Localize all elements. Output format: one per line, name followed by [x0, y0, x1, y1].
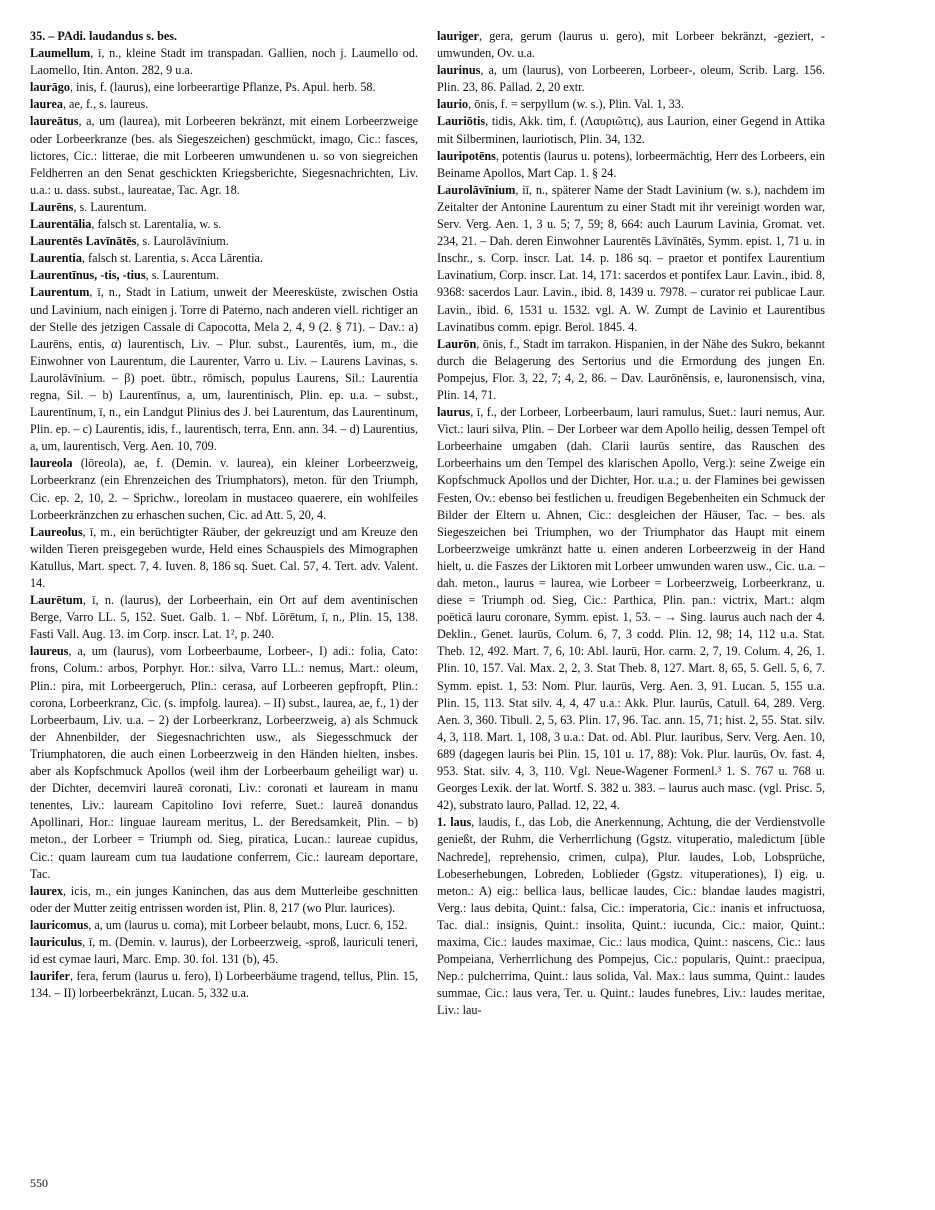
entry-text: , falsch st. Larentia, s. Acca Lārentia.	[81, 251, 263, 266]
entry-headword: laureola	[30, 456, 73, 471]
entry-headword: Laurēns	[30, 199, 74, 214]
entry-headword: Laurolāvīnium	[437, 182, 516, 197]
entry-headword: laurea	[30, 97, 63, 112]
dictionary-entry	[437, 336, 825, 404]
entry-text: , ōnis, f. = serpyllum (w. s.), Plin. Val. 1, 33.	[468, 97, 684, 112]
entry-text: , ae, f., s. laureus.	[62, 97, 149, 112]
dictionary-entry	[30, 250, 418, 267]
entry-headword: Laurētum	[30, 593, 83, 608]
entry-headword: laurus	[437, 405, 471, 420]
entry-text: , ī, n., Stadt in Latium, unweit der Meeresküste, zwischen Ostia und Lavinium, nach einigen j. Torre di Paterno, nach anderen viell. richtiger an der Stelle des jetzigen Cassale di Capocotta, Mela 2, 4, 9 (2. § 71). – Dav.: a) Laurēns, entis, α) laurentisch, Liv. – Plur. subst., Laurentēs, ium, m., die Einwohner von Laurentum, die Laurenter, Varro u. Liv. – Laurens Lavinas, s. Laurolāvīnium. – β) poet. übtr., römisch, populus Laurens, Sil.: Laurentia regna, Sil. – b) Laurentīnus, a, um, laurentinisch, Plin. ep. u.a. – subst., Laurentīnum, ī, n., ein Landgut Plinius des J. bei Laurentum, das Laurentinum, Plin. ep. – c) Laurentis, idis, f., laurentisch, terra, Enn. ann. 34. – d) Laurentius, a, um, laurentisch, Verg. Aen. 10, 709.	[30, 285, 418, 454]
entry-text: (lōreola), ae, f. (Demin. v. laurea), ein kleiner Lorbeerzweig, Lorbeerkranz (ein Ehrenzeichen des Triumphators), meton. für den Triumph, Cic. ep. 2, 10, 2. – Sprichw., loreolam in mustaceo quaerere, ein wohlfeiles Lorbeerkränzchen zu erhaschen suchen, Cic. ad Att. 5, 20, 4.	[30, 456, 418, 522]
entry-headword: 1. laus	[437, 815, 472, 830]
entry-text: , a, um (laurus), vom Lorbeerbaume, Lorbeer-, I) adi.: folia, Cato: frons, Colum.: arbos, Porphyr. Hor.: silva, Varro LL.: nemus, Mart.: oleum, Plin.: pira, mit Lorbeergeruch, Plin.: cerasa, auf Lorbeeren gepfropft, Plin.: corona, Lorbeerkranz, Cic. (s. impfolg. laurea). – II) subst., laurea, ae, f., 1) der Lorbeerbaum, Liv. u.a. – 2) der Lorbeerkranz, Lorbeerzweig, a) als Schmuck der Ahnenbilder, der Siegesnachrichten usw., als Siegesschmuck der Triumphatoren, die auch einen Lorbeerzweig in den Händen hielten, insbes. aber als Kopfschmuck Apollos (weil ihm der Lorbeerbaum geheiligt war) u. der Dichter, decemviri laureā coronati, Liv.: coronati et lauream in manu tenentes, Liv.: lauream Capitolino Iovi referre, Suet.: laureā donandus Apollinari, Hor.: linguae lauream meritus, L. der Beredsamkeit, Plin. – b) meton., der Lorbeer = Triumph od. Sieg, piratica, Lucan.: laureae cupidus, Cic.: quam lauream cum tua laudatione conferrem, Cic.: lauream deportare, Tac.	[30, 644, 418, 881]
dictionary-entry	[30, 199, 418, 216]
entry-headword: Laurentēs Lavīnātēs	[30, 234, 137, 249]
entry-headword: 35. – PAdi. laudandus s. bes.	[30, 29, 178, 43]
dictionary-entry	[30, 455, 418, 523]
dictionary-entry	[30, 233, 418, 250]
entry-headword: laureus	[30, 644, 69, 659]
entry-headword: lauriculus	[30, 934, 83, 949]
entry-headword: Laurentālia	[30, 217, 92, 232]
entry-text: , a, um (laurus u. coma), mit Lorbeer belaubt, mons, Lucr. 6, 152.	[88, 917, 408, 932]
dictionary-entry	[437, 96, 825, 113]
dictionary-entry	[30, 934, 418, 968]
entry-text: , ī, m., ein berüchtigter Räuber, der gekreuzigt und am Kreuze den wilden Tieren preisgegeben wurde, Held eines Schauspiels des Mimographen Katullus, Mart. spect. 7, 4. Iuven. 8, 186 sq. Suet. Cal. 57, 4. Tert. adv. Valent. 14.	[30, 524, 418, 590]
dictionary-entry	[437, 182, 825, 336]
entry-text: , s. Laurolāvīnium.	[136, 234, 229, 249]
entry-text: , potentis (laurus u. potens), lorbeermächtig, Herr des Lorbeers, ein Beiname Apollos, Mart Cap. 1. § 24.	[437, 148, 825, 180]
entry-text: , laudis, f., das Lob, die Anerkennung, Achtung, die der Verdienstvolle genießt, der Ruhm, die Verherrlichung (Ggstz. vituperatio, maledictum [üble Nachrede], reprehensio, crimen, culpa), Plur. laudes, Lob, Lobsprüche, Lobeserhebungen, Lobreden, Loblieder (Ggstz. vituperationes), I) eig. u. meton.: A) eig.: bellica laus, bellicae laudes, Cic.: blandae laudes magistri, Verg.: laus debita, Quint.: falsa, Cic.: imperatoria, Cic.: inanis et infructuosa, Tac. dial.: insignis, Quint.: insolita, Quint.: iucunda, Cic.: maior, Quint.: maxima, Cic.: laudes maximae, Cic.: laus modica, Quint.: nascens, Cic.: laus Pompeiana, Verherrlichung des Pompejus, Cic.: popularis, Quint.: praecipua, Nep.: pulcherrima, Quint.: laus solida, Val. Max.: laus summa, Quint.: laudes summae, Cic.: laus vera, Ter. u. Quint.: laudes funebres, Liv.: laudes meritae, Liv.: lau-	[437, 815, 825, 1018]
right-column	[437, 28, 825, 1019]
entry-text: , gera, gerum (laurus u. gero), mit Lorbeer bekränzt, -geziert, -umwunden, Ov. u.a.	[437, 29, 825, 61]
entry-text: , ōnis, f., Stadt im tarrakon. Hispanien, in der Nähe des Sukro, bekannt durch die Belagerung des Sertorius und die Ermordung des jungen En. Pompejus, Flor. 3, 22, 7; 4, 2, 86. – Dav. Laurōnēnsis, e, lauronensisch, vina, Plin. 14, 71.	[437, 336, 825, 402]
dictionary-entry	[30, 45, 418, 79]
entry-headword: Laurentum	[30, 285, 90, 300]
entry-text: , iī, n., späterer Name der Stadt Lavinium (w. s.), nachdem im Zeitalter der Antonine Laurentum zu einer Stadt mit ihr vereinigt worden war, Serv. Verg. Aen. 1, 3 u. 5; 7, 59; 8, 664: auch Laurum Lavinia, Gromat. vet. 234, 21. – Dah. deren Einwohner Laurentēs Lāvīnātēs, Symm. epist. 1, 71 u. in Inschr., s. Corp. inscr. Lat. 14. p. 186 sq. – praetor et pontifex Laurentium Lavinatium, Corp. inscr. Lat. 14, 171: sacerdos et pontifex Laur. Lavin., ibid. 8, 9368: sacerdos Laur. Lavin., ibid. 8, 1439 u. 7978. – curator rei publicae Laur. Lavin., ibid. 6, 1531 u. 1532. vgl. A. W. Zumpt de Lavinio et Laurentibus Lavinatibus comm. epigr. Berol. 1845. 4.	[437, 182, 825, 334]
entry-headword: Laumellum	[30, 46, 91, 61]
dictionary-entry	[30, 968, 418, 1002]
dictionary-entry	[30, 917, 418, 934]
dictionary-entry	[30, 216, 418, 233]
dictionary-entry	[30, 96, 418, 113]
dictionary-entry	[30, 592, 418, 643]
entry-headword: Laurōn	[437, 336, 477, 351]
entry-text: , fera, ferum (laurus u. fero), I) Lorbeerbäume tragend, tellus, Plin. 15, 134. – II) lorbeerbekränzt, Lucan. 5, 332 u.a.	[30, 969, 418, 1001]
entry-text: , a, um (laurea), mit Lorbeeren bekränzt, mit einem Lorbeerzweige oder Lorbeerkranze (bes. als Siegeszeichen) geschmückt, imago, Cic.: fasces, lictores, Cic.: litterae, die mit Lorbeeren umwundenen u. so von siegreichen Feldherren an den Senat geschickten Kriegsberichte, Siegesnachrichten, Liv. u.a.: u. dass. subst., laureatae, Tac. Agr. 18.	[30, 114, 418, 197]
entry-text: , s. Laurentum.	[73, 199, 147, 214]
entry-headword: laurex	[30, 883, 63, 898]
entry-text: , ī, n. (laurus), der Lorbeerhain, ein Ort auf dem aventinischen Berge, Varro LL. 5, 152. Suet. Galb. 1. – Nbf. Lōrētum, ī, n., Plin. 15, 138. Fasti Vall. Aug. 13. im Corp. inscr. Lat. 1², p. 240.	[30, 593, 418, 642]
entry-text: , tidis, Akk. tim, f. (Λαυριῶτις), aus Laurion, einer Gegend in Attika mit Silberminen, lauriotisch, Plin. 34, 132.	[437, 114, 825, 146]
entry-headword: laurio	[437, 97, 469, 112]
entry-text: , falsch st. Larentalia, w. s.	[91, 217, 222, 232]
dictionary-entry	[30, 28, 418, 45]
dictionary-entry	[30, 267, 418, 284]
entry-text: , s. Laurentum.	[145, 268, 220, 283]
entry-headword: lauriger	[437, 29, 479, 43]
dictionary-entry	[30, 883, 418, 917]
entry-text: , a, um (laurus), von Lorbeeren, Lorbeer-, oleum, Scrib. Larg. 156. Plin. 23, 86. Pallad. 2, 20 extr.	[437, 63, 825, 95]
left-column	[30, 28, 418, 1002]
entry-headword: lauripotēns	[437, 148, 496, 163]
entry-headword: Laurentia	[30, 251, 82, 266]
dictionary-entry	[437, 814, 825, 1019]
dictionary-entry	[437, 62, 825, 96]
dictionary-entry	[30, 643, 418, 882]
dictionary-entry	[437, 148, 825, 182]
page-number: 550	[30, 1176, 48, 1190]
dictionary-entry	[437, 113, 825, 147]
dictionary-entry	[30, 524, 418, 592]
entry-text: , icis, m., ein junges Kaninchen, das aus dem Mutterleibe geschnitten oder der Mutter zeitig entrissen worden ist, Plin. 8, 217 (wo Plur. laurices).	[30, 883, 418, 915]
dictionary-entry	[30, 284, 418, 455]
entry-headword: lauricomus	[30, 917, 89, 932]
dictionary-entry	[437, 28, 825, 62]
dictionary-entry	[30, 113, 418, 198]
entry-headword: laurāgo	[30, 80, 70, 95]
entry-text: , ī, f., der Lorbeer, Lorbeerbaum, lauri ramulus, Suet.: lauri nemus, Aur. Vict.: lauri silva, Plin. – Der Lorbeer war dem Apollo heilig, dessen Tempel oft Lorbeerhaine umgaben (dah. Clarii laurūs sentire, das Rauschen des Lorbeerhains um den Tempel des klarischen Apollo, Verg.): seine Zweige ein Kopfschmuck Apollos und der Dichter, Hor. u.a.; u. der Flamines bei gewissen Festen, Ov.: ebenso bei festlichen u. freudigen Begebenheiten ein Schmuck der Bilder der Eltern u. Ahnen, Cic.: desgleichen der Häuser, Tac. – bes. als Siegeszeichen bei Triumphen, wo der Triumphator das Haupt mit einem Lorbeerzweige umkränzt hatte u. einen anderen Lorbeerzweig in der Hand hielt, u. die Faszes der Liktoren mit Lorbeer umwunden waren usw., Cic. u.a. – dah. meton., laurus = laurea, wie Lorbeer = Lorbeerzweig, Lorbeerkranz, u. diese = Triumph od. Sieg, Cic.: Parthica, Plin. pan.: victrix, Mart.: alqm poëticā lauru coronare, Symm. epist. 1, 53. – → Sing. laurus auch nach der 4. Deklin., Genet. laurūs, Colum. 6, 7, 3 codd. Plin. 12, 98; 14, 112 u.a. Stat. Theb. 12, 492. Mart. 7, 6, 10: Abl. laurū, Hor. carm. 2, 7, 19. Colum. 4, 26, 1. Plin. 10, 157. Val. Max. 2, 2, 3. Stat Theb. 8, 127. Mart. 8, 65, 5. Gell. 5, 6, 7. Symm. epist. 1, 53: Nom. Plur. laurūs, Verg. Aen. 3, 91. Lucan. 5, 155 u.a. Plin. 15, 113. Stat silv. 4, 4, 47 u.a.: Akk. Plur. laurūs, Catull. 64, 289. Verg. Aen. 3, 360. Tibull. 2, 5, 63. Plin. 17, 96. Tac. ann. 15, 71; hist. 2, 55. Stat. silv. 4, 3, 118. Mart. 1, 108, 3 u.a.: Dat. od. Abl. Plur. lauribus, Serv. Verg. Aen. 10, 689 (dagegen lauris bei Plin. 15, 101 u. 17, 88): Vok. Plur. laurūs, Ov. fast. 4, 953. Stat. silv. 4, 3, 110. Vgl. Neue-Wagener Formenl.³ 1. S. 767 u. 768 u. Georges Lexik. der lat. Wortf. S. 382 u. 383. – laurus auch masc. (vgl. Prisc. 5, 42), substrato lauro, Pallad. 12, 22, 4.	[437, 405, 825, 813]
entry-headword: laurinus	[437, 63, 481, 78]
entry-text: , ī, n., kleine Stadt im transpadan. Gallien, noch j. Laumello od. Laomello, Itin. Anton. 282, 9 u.a.	[30, 46, 418, 78]
entry-headword: laurifer	[30, 969, 70, 984]
entry-headword: laureātus	[30, 114, 79, 129]
entry-headword: Lauriōtis	[437, 114, 486, 129]
entry-headword: Laurentīnus, -tis, -tius	[30, 268, 146, 283]
entry-text: , inis, f. (laurus), eine lorbeerartige Pflanze, Ps. Apul. herb. 58.	[69, 80, 376, 95]
entry-headword: Laureolus	[30, 524, 83, 539]
dictionary-entry	[437, 404, 825, 814]
dictionary-entry	[30, 79, 418, 96]
entry-text: , ī, m. (Demin. v. laurus), der Lorbeerzweig, -sproß, lauriculi teneri, id est cymae lauri, Marc. Emp. 30. fol. 131 (b), 45.	[30, 934, 418, 967]
